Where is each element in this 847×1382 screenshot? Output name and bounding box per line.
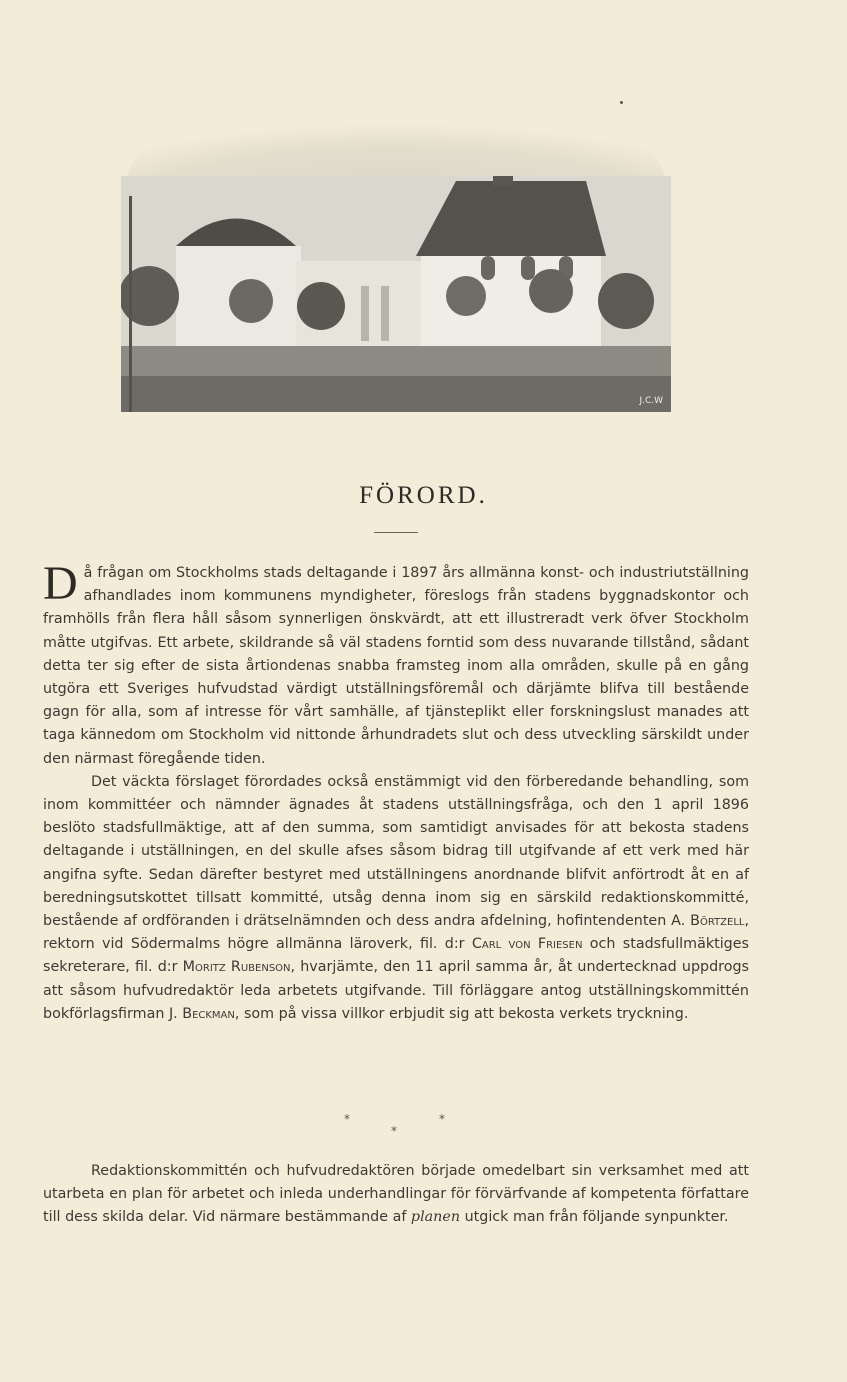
drop-cap: D bbox=[43, 557, 78, 610]
p2-text-2: , rektorn vid Södermalms högre allmänna läroverk, fil. d:r bbox=[43, 913, 750, 953]
text-block-secondary bbox=[43, 1160, 749, 1230]
text-block-main bbox=[43, 557, 750, 1026]
p2-text-5: , som på vissa villkor erbjudit sig att bekosta verkets tryckning. bbox=[234, 1005, 689, 1022]
p2-text-4: , hvarjämte, den 11 april samma år, åt undertecknad uppdrogs att såsom hufvudredaktör leda arbetets utgifvande. Till förläggare antog utställningskommittén bokförlagsfirman J. bbox=[43, 959, 750, 1022]
p2-text-1: Det väckta förslaget förordades också enstämmigt vid den förberedande behandling, som inom kommittéer och nämnder ägnades åt stadens utställningsfråga, och den 1 april 1896 beslöto stadsfullmäktige, att af den summa, som samtidigt anvisades för att bekosta stadens deltagande i utställningen, en del skulle afses såsom bidrag till utgifvande af ett verk med här angifna syfte. Sedan därefter bestyret med utställningens anordnande blifvit anförtrodt åt en af beredningsutskottet tillsatt kommitté, utsåg denna inom sig en särskild redaktionskommitté, bestående af ordföranden i drätselnämnden och dess andra afdelning, hofintendenten A. bbox=[43, 773, 749, 930]
paragraph-1-text: å frågan om Stockholms stads deltagande i 1897 års allmänna konst- och industriutställning afhandlades inom kommunens myndigheter, föreslogs från stadens byggnadskontor och framhölls från flera håll såsom synnerligen önskvärdt, att ett illustreradt verk öfver Stockholm måtte utgifvas. Ett arbete, skildrande så väl stadens forntid som dess nuvarande tillstånd, sådant detta ter sig efter de sista årtiondenas snabba framsteg inom alla områden, skulle på en gång utgöra ett Sveriges hufvudstad värdigt utställningsföremål och därjämte blifva till bestående gagn för alla, som af intresse för vårt samhälle, af tjänsteplikt eller forskningslust manades att taga kännedom om Stockholm vid nittonde århundradets slut och dess utveckling särskildt under den närmast föregående tiden. bbox=[43, 565, 749, 767]
exhibition-building-illustration bbox=[121, 176, 671, 412]
name-bortzell: Börtzell bbox=[690, 913, 745, 930]
asterisk-left: * bbox=[344, 1112, 350, 1126]
p3-italic: planen bbox=[410, 1209, 461, 1226]
p3-text-2: utgick man från följande synpunkter. bbox=[464, 1209, 729, 1226]
paragraph-2 bbox=[43, 771, 749, 1026]
asterisk-bottom: * bbox=[391, 1124, 397, 1138]
heading-rule bbox=[374, 532, 418, 533]
page-heading: FÖRORD. bbox=[359, 482, 488, 509]
p2-text-3: och stadsfullmäktiges sekreterare, fil. d:r bbox=[43, 936, 750, 976]
section-asterism bbox=[0, 1112, 847, 1142]
name-beckman: Beckman bbox=[182, 1005, 235, 1022]
asterisk-right: * bbox=[439, 1112, 445, 1126]
name-von-friesen: Carl von Friesen bbox=[471, 936, 583, 953]
p3-text-1: Redaktionskommittén och hufvudredaktören började omedelbart sin verksamhet med att utarbeta en plan för arbetet och inleda underhandlingar för förvärfvande af kompetenta författare till dess skilda delar. Vid närmare bestämmande af bbox=[43, 1163, 749, 1226]
paragraph-3 bbox=[43, 1160, 749, 1230]
engraver-signature: J.C.W bbox=[639, 396, 663, 406]
name-rubenson: Moritz Rubenson bbox=[182, 959, 291, 976]
paragraph-1 bbox=[43, 557, 749, 771]
